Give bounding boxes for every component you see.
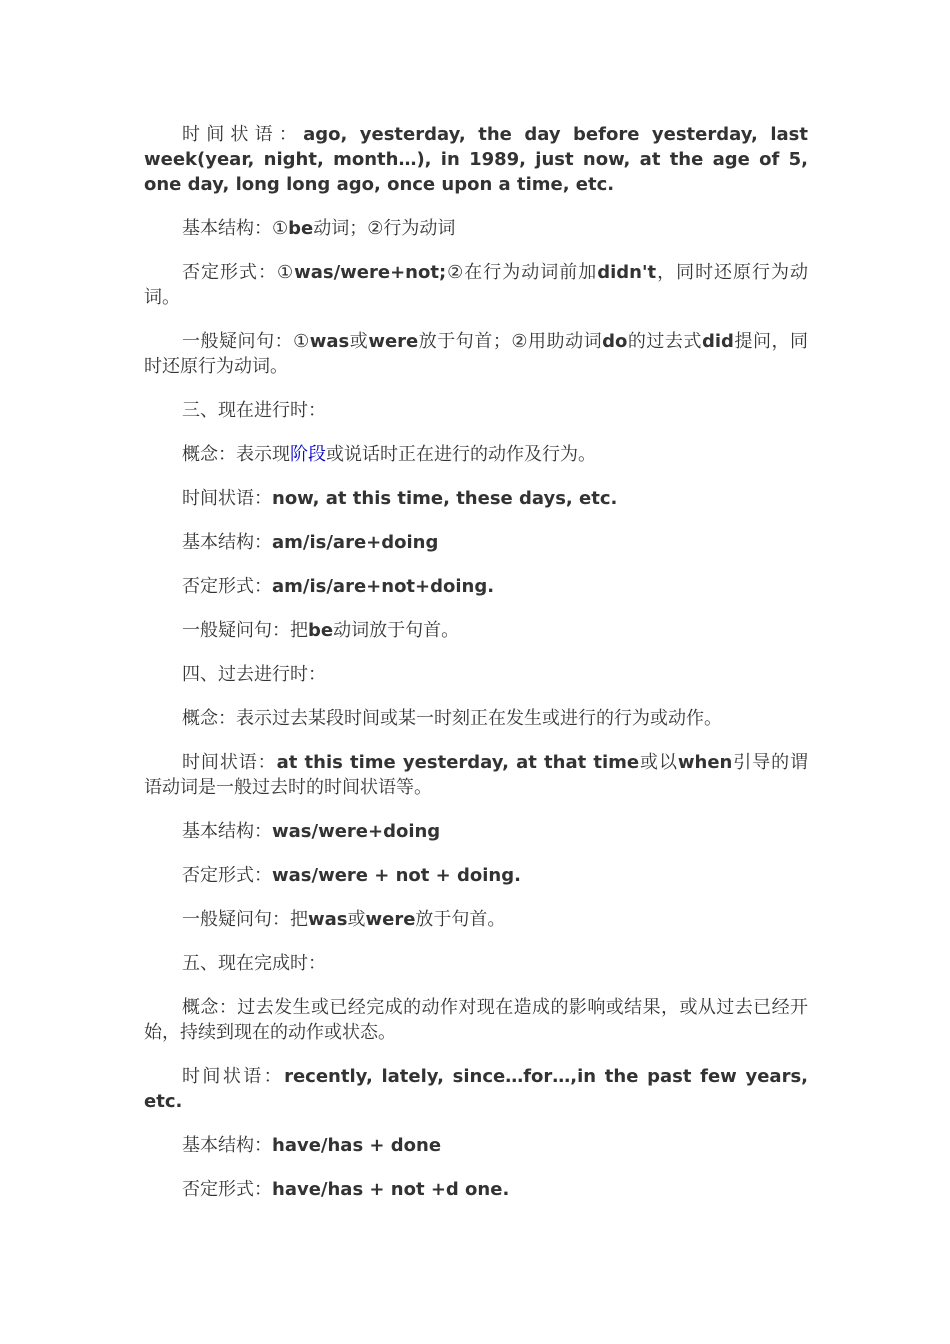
text-link[interactable]: 阶段 xyxy=(290,444,326,465)
paragraph xyxy=(144,662,808,687)
text-run: ，同时还原行为动词。 xyxy=(144,262,809,308)
text-run: 时间状语： xyxy=(182,1066,285,1087)
paragraph xyxy=(144,819,808,844)
text-run: 时间状语： xyxy=(182,752,277,773)
paragraph xyxy=(144,122,808,197)
paragraph xyxy=(144,486,808,511)
paragraph xyxy=(144,1064,808,1114)
text-run: 一般疑问句：把 xyxy=(182,620,308,641)
text-run: 三、现在进行时： xyxy=(182,400,326,421)
text-run: 基本结构： xyxy=(182,1135,272,1156)
paragraph xyxy=(144,951,808,976)
bold-text-run: am/is/are+doing xyxy=(272,532,439,553)
bold-text-run: was/were+doing xyxy=(272,821,441,842)
paragraph xyxy=(144,907,808,932)
paragraph xyxy=(144,1133,808,1158)
text-run: 或说话时正在进行的动作及行为。 xyxy=(326,444,596,465)
bold-text-run: did xyxy=(701,331,734,352)
paragraph xyxy=(144,574,808,599)
bold-text-run: do xyxy=(602,331,628,352)
bold-text-run: when xyxy=(677,752,733,773)
bold-text-run: didn't xyxy=(597,262,657,283)
text-run: 概念：表示现 xyxy=(182,444,290,465)
text-run: 或 xyxy=(349,331,369,352)
document-page xyxy=(144,122,808,1221)
paragraph xyxy=(144,442,808,467)
bold-text-run: am/is/are+not+doing. xyxy=(272,576,495,597)
bold-text-run: be xyxy=(288,218,314,239)
paragraph xyxy=(144,398,808,423)
text-run: 动词；②行为动词 xyxy=(313,218,456,239)
bold-text-run: recently, lately, since…for…,in the past few years, etc. xyxy=(144,1066,808,1112)
text-run: 否定形式：① xyxy=(182,262,295,283)
text-run: 放于句首。 xyxy=(415,909,506,930)
bold-text-run: be xyxy=(308,620,334,641)
bold-text-run: were xyxy=(365,909,416,930)
text-run: 基本结构： xyxy=(182,821,272,842)
paragraph xyxy=(144,706,808,731)
text-run: 基本结构： xyxy=(182,532,272,553)
paragraph xyxy=(144,618,808,643)
bold-text-run: have/has + not +d one. xyxy=(272,1179,510,1200)
paragraph xyxy=(144,216,808,241)
text-run: 四、过去进行时： xyxy=(182,664,326,685)
text-run: 否定形式： xyxy=(182,1179,272,1200)
bold-text-run: was/were+not; xyxy=(294,262,447,283)
text-run: 动词放于句首。 xyxy=(333,620,460,641)
paragraph xyxy=(144,260,808,310)
text-run: 引导的谓语动词是一般过去时的时间状语等。 xyxy=(144,752,809,798)
text-run: 基本结构：① xyxy=(182,218,289,239)
bold-text-run: at this time yesterday, at that time xyxy=(276,752,640,773)
bold-text-run: ago, yesterday, the day before yesterday, last week(year, night, month…), in 1989, just now, at the age of 5, one day, long long ago, once upon a time, etc. xyxy=(144,124,808,195)
paragraph xyxy=(144,750,808,800)
text-run: 一般疑问句：把 xyxy=(182,909,308,930)
bold-text-run: have/has + done xyxy=(272,1135,442,1156)
text-run: 概念：表示过去某段时间或某一时刻正在发生或进行的行为或动作。 xyxy=(182,708,722,729)
text-run: 时间状语： xyxy=(182,124,304,145)
bold-text-run: now, at this time, these days, etc. xyxy=(272,488,618,509)
bold-text-run: was xyxy=(309,331,350,352)
paragraph xyxy=(144,329,808,379)
text-run: 时间状语： xyxy=(182,488,272,509)
text-run: 一般疑问句：① xyxy=(182,331,310,352)
text-run: ②在行为动词前加 xyxy=(446,262,598,283)
text-run: 五、现在完成时： xyxy=(182,953,326,974)
text-run: 否定形式： xyxy=(182,865,272,886)
bold-text-run: was/were + not + doing. xyxy=(272,865,521,886)
paragraph xyxy=(144,1177,808,1202)
text-run: 否定形式： xyxy=(182,576,272,597)
bold-text-run: were xyxy=(368,331,419,352)
text-run: 或以 xyxy=(639,752,678,773)
text-run: 的过去式 xyxy=(627,331,702,352)
paragraph xyxy=(144,995,808,1045)
text-run: 放于句首；②用助动词 xyxy=(418,331,603,352)
paragraph xyxy=(144,863,808,888)
text-run: 提问，同时还原行为动词。 xyxy=(144,331,809,377)
bold-text-run: was xyxy=(308,909,348,930)
text-run: 概念：过去发生或已经完成的动作对现在造成的影响或结果，或从过去已经开始，持续到现在的动作或状态。 xyxy=(144,997,808,1043)
paragraph xyxy=(144,530,808,555)
text-run: 或 xyxy=(347,909,366,930)
